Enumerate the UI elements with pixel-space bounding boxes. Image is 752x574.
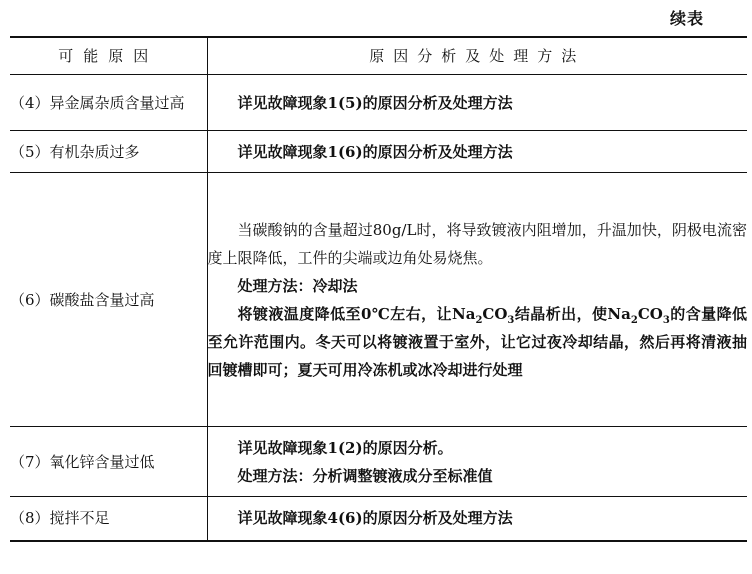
table-row: [10, 173, 747, 427]
method-value: 冷却法: [312, 276, 358, 295]
header-possible-cause: 可能原因: [10, 37, 207, 75]
method-detail-text: CO: [637, 304, 663, 323]
analysis-text: 详见故障现象1(6)的原因分析及处理方法: [237, 142, 513, 161]
table-header-row: [10, 37, 747, 75]
cause-cell: （7）氧化锌含量过低: [10, 427, 207, 497]
method-label: 处理方法：: [237, 466, 313, 485]
analysis-paragraph: 详见故障现象1(2)的原因分析。: [237, 438, 453, 457]
subscript: 3: [507, 314, 515, 326]
cause-cell: （8）搅拌不足: [10, 497, 207, 541]
analysis-cell: [207, 427, 747, 497]
method-detail-paragraph: [208, 300, 748, 384]
cause-cell: （4）异金属杂质含量过高: [10, 75, 207, 131]
method-detail-text: 将镀液温度降低至0℃左右，让Na: [237, 304, 476, 323]
method-line: [208, 272, 748, 300]
method-label: 处理方法：: [237, 276, 313, 295]
table-row: [10, 497, 747, 541]
table-row: [10, 75, 747, 131]
analysis-cell: [207, 131, 747, 173]
subscript: 3: [662, 314, 670, 326]
analysis-cell: [207, 173, 747, 427]
analysis-text: 详见故障现象4(6)的原因分析及处理方法: [237, 509, 513, 528]
analysis-paragraph: 当碳酸钠的含量超过80g/L时，将导致镀液内阻增加，升温加快，阴极电流密度上限降低，工件的尖端或边角处易烧焦。: [207, 220, 747, 267]
troubleshooting-table: [10, 36, 747, 542]
subscript: 2: [630, 314, 638, 326]
analysis-cell: [207, 497, 747, 541]
header-analysis-method: 原因分析及处理方法: [207, 37, 747, 75]
subscript: 2: [475, 314, 483, 326]
table-row: [10, 427, 747, 497]
analysis-text: 详见故障现象1(5)的原因分析及处理方法: [237, 93, 513, 112]
table-row: [10, 131, 747, 173]
method-detail-text: CO: [482, 304, 508, 323]
cause-cell: （5）有机杂质过多: [10, 131, 207, 173]
method-line: [208, 462, 748, 490]
method-detail-text: 的含量降低至允许范围内。冬天可以将镀液置于室外，让它过夜冷却结晶，然后再将清液抽回镀槽即可；夏天可用冷冻机或冰冷却进行处理: [207, 304, 748, 379]
cause-cell: （6）碳酸盐含量过高: [10, 173, 207, 427]
analysis-cell: [207, 75, 747, 131]
method-value: 分析调整镀液成分至标准值: [312, 466, 493, 485]
continued-label: 续表: [669, 9, 704, 28]
method-detail-text: 结晶析出，使Na: [514, 304, 631, 323]
